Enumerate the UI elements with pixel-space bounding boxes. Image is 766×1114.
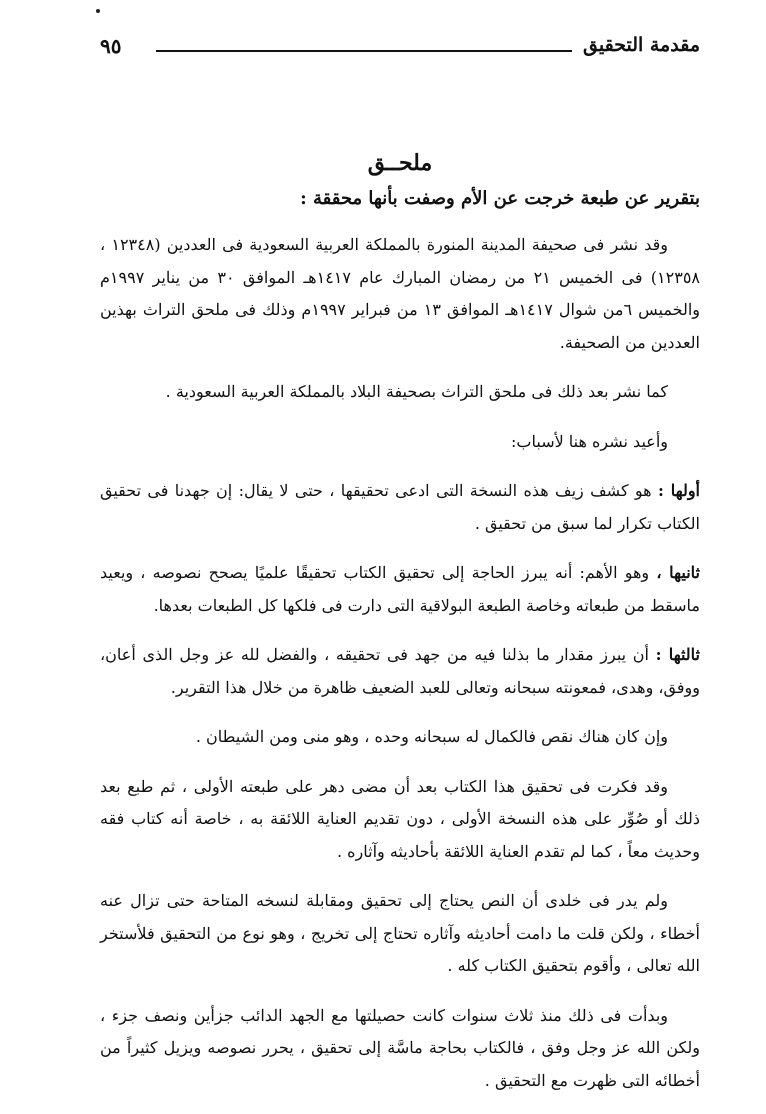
paragraph-text: وقد نشر فى صحيفة المدينة المنورة بالمملكة العربية السعودية فى العددين (١٢٣٤٨ ، ١٢٣٥٨) فى الخميس ٢١ من رمضان المبارك عام ١٤١٧هـ الموافق ٣٠ من يناير ١٩٩٧م والخميس ٦من شوال ١٤١٧هـ الموافق ١٣ من فبراير ١٩٩٧م وذلك فى ملحق التراث بهذين العددين من الصحيفة. — [100, 235, 700, 352]
paragraph-reason-3 — [100, 639, 700, 704]
paragraph-text: وإن كان هناك نقص فالكمال له سبحانه وحده ، وهو منى ومن الشيطان . — [195, 727, 668, 746]
paragraph-publication — [100, 229, 700, 359]
paragraph-text: وأعيد نشره هنا لأسباب: — [511, 431, 668, 451]
appendix-heading: ملحــق — [367, 150, 433, 176]
paragraph-progress — [100, 1000, 700, 1098]
page-header — [100, 34, 700, 62]
running-title: مقدمة التحقيق — [583, 34, 700, 56]
paragraph-need — [100, 885, 700, 983]
page-number: ٩٥ — [100, 34, 122, 58]
paragraph-text: هو كشف زيف هذه النسخة التى ادعى تحقيقها ، حتى لا يقال: إن جهدنا فى تحقيق الكتاب تكرار لما سبق من تحقيق . — [100, 481, 700, 533]
paragraph-reason-1 — [100, 475, 700, 540]
paragraph-text: وهو الأهم: أنه يبرز الحاجة إلى تحقيق الكتاب تحقيقًا علميًا يصحح نصوصه ، ويعيد ماسقط من طبعاته وخاصة الطبعة البولاقية التى دارت فى فلكها كل الطبعات بعدها. — [100, 563, 700, 615]
paragraph-republication — [100, 376, 700, 409]
reason-label: ثانيها ، — [656, 563, 701, 582]
page-body — [100, 150, 700, 1114]
paragraph-reason-2 — [100, 557, 700, 622]
paragraph-motivation — [100, 771, 700, 869]
report-subheading: بتقرير عن طبعة خرجت عن الأم وصفت بأنها محققة : — [300, 188, 700, 209]
reason-label: أولها : — [657, 481, 700, 500]
header-rule — [156, 50, 572, 52]
reason-label: ثالثها : — [655, 645, 701, 664]
paragraph-text: أن يبرز مقدار ما بذلنا فيه من جهد فى تحقيقه ، والفضل لله عز وجل الذى أعان، ووفق، وهدى، فمعونته سبحانه وتعالى للعبد الضعيف ظاهرة من خلال هذا التقرير. — [100, 645, 700, 697]
paragraph-text: ولم يدر فى خلدى أن النص يحتاج إلى تحقيق ومقابلة لنسخه المتاحة حتى تزال عنه أخطاء ، ولكن قلت ما دامت أحاديثه وآثاره تحتاج إلى تخريج ، وهو نوع من التحقيق فلأستخر الله تعالى ، وأقوم بتحقيق الكتاب كله . — [100, 891, 700, 975]
paragraph-text: وبدأت فى ذلك منذ ثلاث سنوات كانت حصيلتها مع الجهد الدائب جزأين ونصف جزء ، ولكن الله عز وجل وفق ، فالكتاب بحاجة ماسَّة إلى تحقيق ، يحرر نصوصه ويزيل كثيراً من أخطائه التى ظهرت مع التحقيق . — [100, 1005, 700, 1090]
paragraph-disclaimer — [100, 721, 700, 754]
paragraph-text: كما نشر بعد ذلك فى ملحق التراث بصحيفة البلاد بالمملكة العربية السعودية . — [165, 382, 668, 401]
scan-speck — [96, 9, 100, 13]
paragraph-text: وقد فكرت فى تحقيق هذا الكتاب بعد أن مضى دهر على طبعته الأولى ، ثم طبع بعد ذلك أو صُوِّر على هذه النسخة الأولى ، دون تقديم العناية اللائقة به ، خاصة أنه كتاب فقه وحديث معاً ، كما لم تقدم العناية اللائقة بأحاديثه وآثاره . — [100, 776, 701, 861]
paragraph-reasons-intro — [100, 426, 700, 459]
